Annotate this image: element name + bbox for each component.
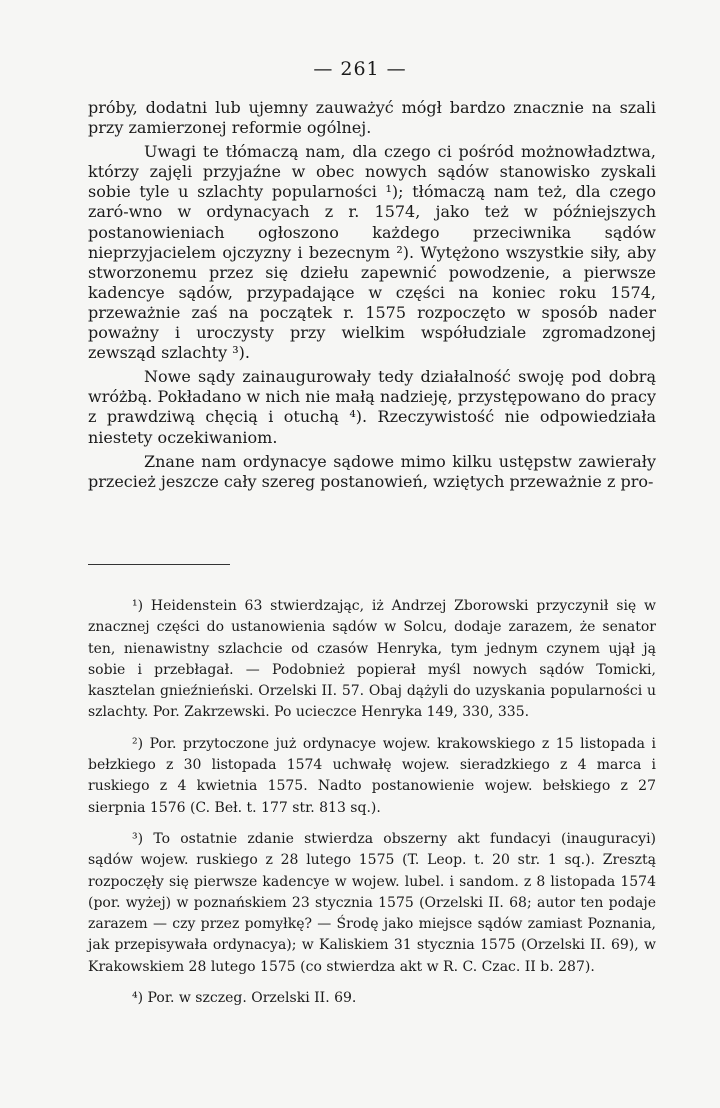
footnote-mark: ⁴) xyxy=(132,990,144,1007)
footnote xyxy=(88,734,656,819)
footnotes xyxy=(88,596,656,1019)
footnote xyxy=(88,988,656,1009)
footnote-mark: ²) xyxy=(132,735,144,752)
footnote xyxy=(88,829,656,978)
footnote-mark: ¹) xyxy=(132,598,144,614)
footnote-divider xyxy=(88,564,230,565)
page-number: — 261 — xyxy=(313,58,407,80)
footnote-text: To ostatnie zdanie stwierdza obszerny akt fundacyi (inauguracyi) sądów wojew. ruskiego z 28 lutego 1575 (T. Leop. t. 20 str. 1 sq.). Zresztą rozpoczęły się pierwsze kadencye w wojew. lubel. i sandom. z 8 listopada 1574 (por. wyżej) w poznańskiem 23 stycznia 1575 (Orzelski II. 68; autor ten podaje zarazem — czy przez pomyłkę? — Środę jako miejsce sądów zamiast Poznania, jak przepisywała ordynacya); w Kaliskiem 31 stycznia 1575 (Orzelski II. 69), w Krakowskiem 28 lutego 1575 (co stwierdza akt w R. C. Czac. II b. 287). xyxy=(88,830,657,975)
paragraph: Nowe sądy zainaugurowały tedy działalność swoję pod dobrą wróżbą. Pokładano w nich nie małą nadzieję, przystępowano do pracy z prawdziwą chęcią i otuchą ⁴). Rzeczywistość nie odpowiedziała niestety oczekiwaniom. xyxy=(88,367,656,447)
footnote-text: Heidenstein 63 stwierdzając, iż Andrzej Zborowski przyczynił się w znacznej części do ustanowienia sądów w Solcu, dodaje zarazem, że senator ten, nienawistny szlachcie od czasów Henryka, tym jednym czynem ujął ją sobie i przebłagał. — Podobnież popierał myśl nowych sądów Tomicki, kasztelan gnieźnieński. Orzelski II. 57. Obaj dążyli do uzyskania popularności u szlachty. Por. Zakrzewski. Po ucieczce Henryka 149, 330, 335. xyxy=(88,598,657,721)
main-text xyxy=(88,98,656,492)
footnote-text: Por. przytoczone już ordynacye wojew. krakowskiego z 15 listopada i bełzkiego z 30 listopada 1574 uchwałę wojew. sieradzkiego z 4 marca i ruskiego z 4 kwietnia 1575. Nadto postanowienie wojew. bełskiego z 27 sierpnia 1576 (C. Beł. t. 177 str. 813 sq.). xyxy=(88,735,656,816)
paragraph: Znane nam ordynacye sądowe mimo kilku ustępstw zawierały przecież jeszcze cały szereg postanowień, wziętych przeważnie z pro- xyxy=(88,451,656,491)
footnote-text: Por. w szczeg. Orzelski II. 69. xyxy=(147,990,357,1007)
footnote xyxy=(88,596,656,724)
paragraph: próby, dodatni lub ujemny zauważyć mógł bardzo znacznie na szali przy zamierzonej reformie ogólnej. xyxy=(88,98,656,138)
paragraph: Uwagi te tłómaczą nam, dla czego ci pośród możnowładztwa, którzy zajęli przyjaźne w obec nowych sądów stanowisko zyskali sobie tyle u szlachty popularności ¹); tłómaczą nam też, dla czego zaró-wno w ordynacyach z r. 1574, jako też w późniejszych postanowieniach ogłoszono każdego przeciwnika sądów nieprzyjacielem ojczyzny i bezecnym ²). Wytężono wszystkie siły, aby stworzonemu przez się dziełu zapewnić powodzenie, a pierwsze kadencye sądów, przypadające w części na koniec roku 1574, przeważnie zaś na początek r. 1575 rozpoczęto w sposób nader poważny i uroczysty przy wielkim współudziale zgromadzonej zewsząd szlachty ³). xyxy=(88,142,656,363)
footnote-mark: ³) xyxy=(132,830,144,847)
